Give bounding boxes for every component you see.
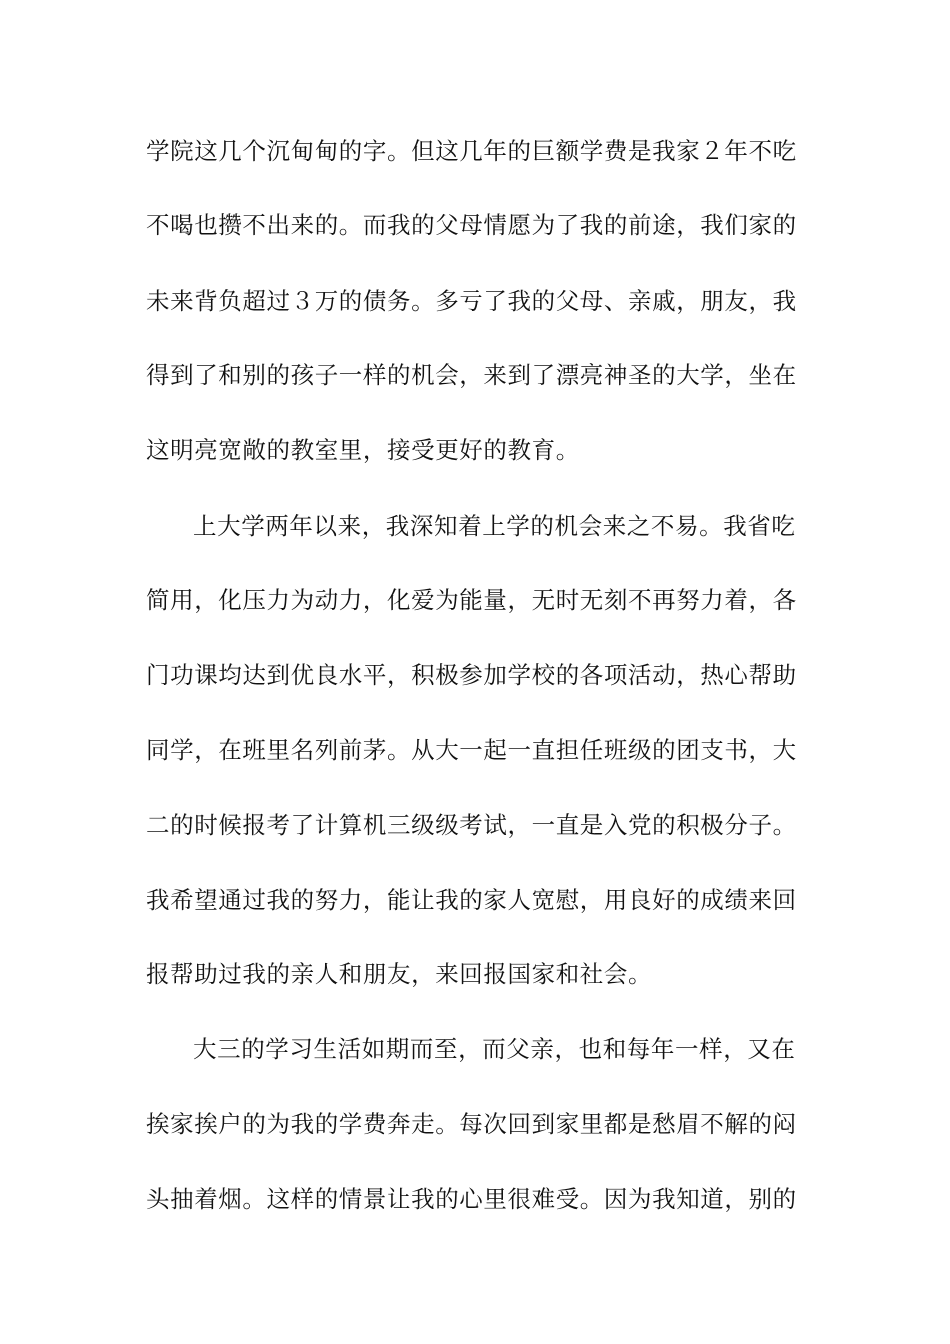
paragraph-start-line: 大三的学习生活如期而至，而父亲，也和每年一样，又在	[193, 1035, 796, 1063]
text-line: 学院这几个沉甸甸的字。但这几年的巨额学费是我家２年不吃	[146, 137, 797, 165]
text-line: 报帮助过我的亲人和朋友，来回报国家和社会。	[146, 960, 653, 988]
text-line: 未来背负超过３万的债务。多亏了我的父母、亲戚，朋友，我	[146, 287, 797, 315]
text-line: 挨家挨户的为我的学费奔走。每次回到家里都是愁眉不解的闷	[146, 1110, 797, 1138]
text-line: 二的时候报考了计算机三级级考试，一直是入党的积极分子。	[146, 811, 797, 839]
text-line: 我希望通过我的努力，能让我的家人宽慰，用良好的成绩来回	[146, 886, 797, 914]
text-line: 得到了和别的孩子一样的机会，来到了漂亮神圣的大学，坐在	[146, 361, 797, 389]
paragraph-start-line: 上大学两年以来，我深知着上学的机会来之不易。我省吃	[193, 512, 796, 540]
text-line: 不喝也攒不出来的。而我的父母情愿为了我的前途，我们家的	[146, 211, 797, 239]
text-line: 同学，在班里名列前茅。从大一起一直担任班级的团支书，大	[146, 736, 797, 764]
text-line: 这明亮宽敞的教室里，接受更好的教育。	[146, 436, 580, 464]
text-line: 头抽着烟。这样的情景让我的心里很难受。因为我知道，别的	[146, 1185, 797, 1213]
text-line: 简用，化压力为动力，化爱为能量，无时无刻不再努力着，各	[146, 586, 797, 614]
text-line: 门功课均达到优良水平，积极参加学校的各项活动，热心帮助	[146, 661, 797, 689]
